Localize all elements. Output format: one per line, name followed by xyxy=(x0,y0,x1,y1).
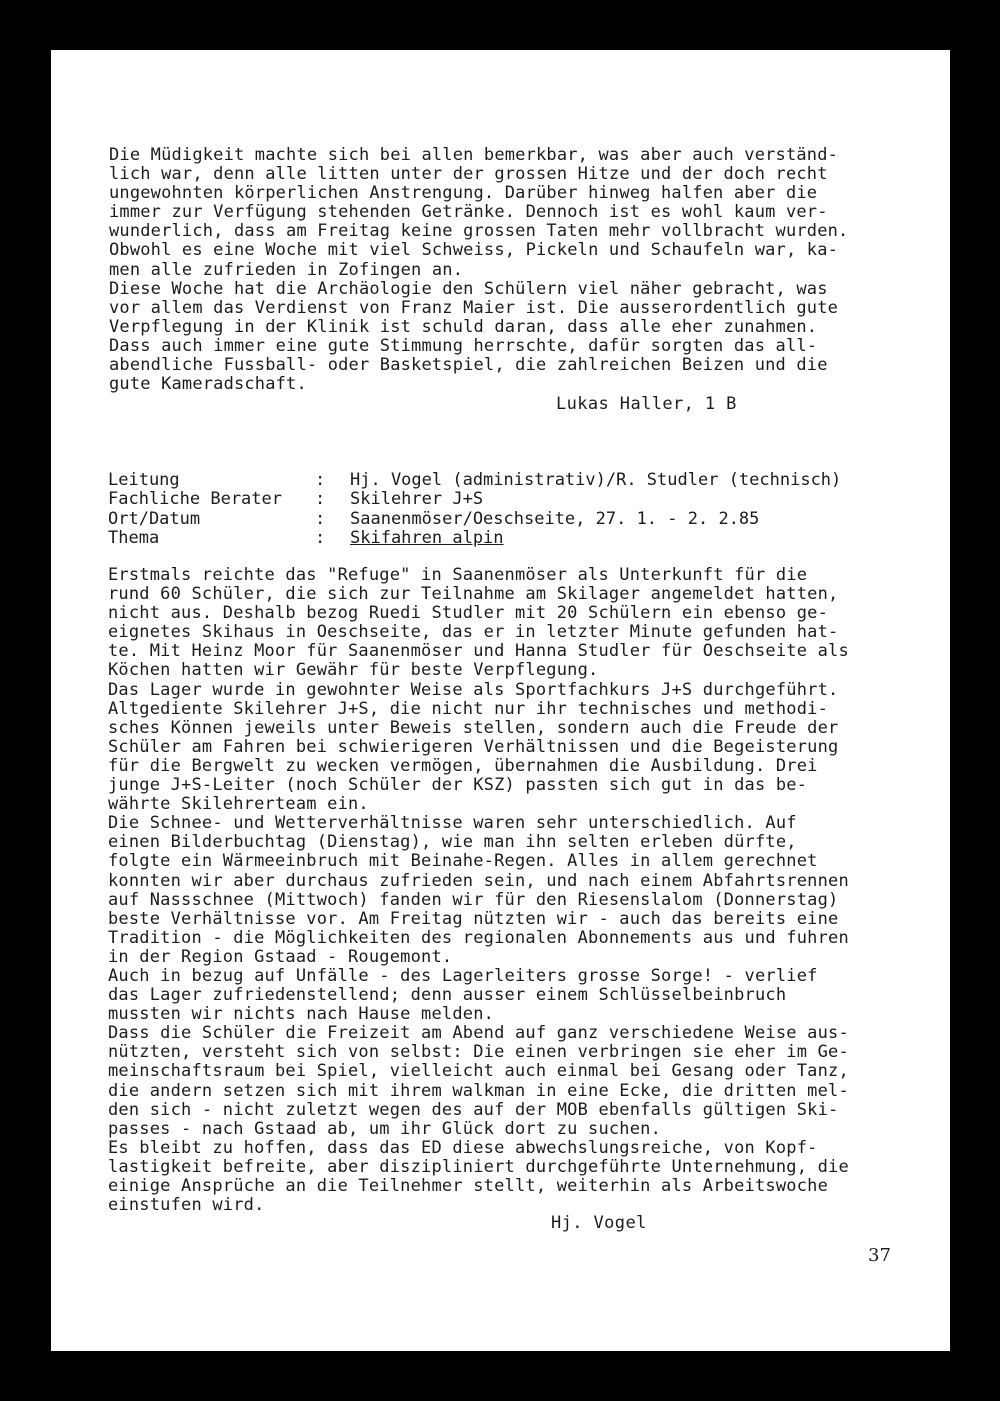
text-line: Obwohl es eine Woche mit viel Schweiss, Pickeln und Schaufeln war, ka- xyxy=(109,240,839,261)
text-line: Altgediente Skilehrer J+S, die nicht nur ihr technisches und methodi- xyxy=(108,698,829,719)
text-line: konnten wir aber durchaus zufrieden sein, und nach einem Abfahrtsrennen xyxy=(108,870,849,891)
text-line: Das Lager wurde in gewohnter Weise als Sportfachkurs J+S durchgeführt. xyxy=(108,679,839,700)
text-line: währte Skilehrerteam ein. xyxy=(108,794,369,815)
signature-hj-vogel: Hj. Vogel xyxy=(551,1213,647,1233)
info-value: Hj. Vogel (administrativ)/R. Studler (technisch) xyxy=(350,470,842,490)
info-value: Saanenmöser/Oeschseite, 27. 1. - 2. 2.85 xyxy=(350,508,760,529)
camp-info-table xyxy=(108,471,841,548)
text-line: lich war, denn alle litten unter der grossen Hitze und der doch recht xyxy=(109,164,828,185)
text-line: das Lager zufriedenstellend; denn ausser einem Schlüsselbeinbruch xyxy=(108,985,787,1006)
report-ski-camp-text xyxy=(108,566,849,1215)
text-line: Köchen hatten wir Gewähr für beste Verpflegung. xyxy=(108,660,599,681)
text-line: vor allem das Verdienst von Franz Maier ist. Die ausserordentlich gute xyxy=(109,297,839,318)
signature-lukas-haller: Lukas Haller, 1 B xyxy=(556,394,737,414)
info-value: Skilehrer J+S xyxy=(350,489,484,510)
page-number: 37 xyxy=(868,1245,891,1266)
info-row-ort-datum: Ort/Datum : Saanenmöser/Oeschseite, 27. 1. - 2. 2.85 xyxy=(108,508,760,529)
text-line: mussten wir nichts nach Hause melden. xyxy=(108,1004,495,1025)
text-line: die andern setzen sich mit ihrem walkman in eine Ecke, die dritten mel- xyxy=(108,1080,849,1101)
text-line: Dass auch immer eine gute Stimmung herrschte, dafür sorgten das all- xyxy=(109,335,818,356)
info-value-topic: Skifahren alpin xyxy=(350,527,504,548)
text-line: ungewohnten körperlichen Anstrengung. Darüber hinweg halfen aber die xyxy=(109,183,818,204)
info-row-berater: Fachliche Berater : Skilehrer J+S xyxy=(108,489,484,510)
text-line: Tradition - die Möglichkeiten des regionalen Abonnements aus und fuhren xyxy=(108,927,849,948)
text-line: passes - nach Gstaad ab, um ihr Glück dort zu suchen. xyxy=(108,1118,662,1139)
text-line: junge J+S-Leiter (noch Schüler der KSZ) passten sich gut in das be- xyxy=(108,775,808,796)
text-line: Es bleibt zu hoffen, dass das ED diese abwechslungsreiche, von Kopf- xyxy=(108,1137,818,1158)
text-line: rund 60 Schüler, die sich zur Teilnahme am Skilager angemeldet hatten, xyxy=(108,584,839,605)
text-line: immer zur Verfügung stehenden Getränke. Dennoch ist es wohl kaum ver- xyxy=(109,202,828,223)
text-line: lastigkeit befreite, aber diszipliniert durchgeführte Unternehmung, die xyxy=(108,1156,849,1177)
text-line: den sich - nicht zuletzt wegen des auf der MOB ebenfalls gültigen Ski- xyxy=(108,1099,839,1120)
text-line: einige Ansprüche an die Teilnehmer stellt, weiterhin als Arbeitswoche xyxy=(108,1176,829,1196)
text-line: auf Nassschnee (Mittwoch) fanden wir für den Riesenslalom (Donnerstag) xyxy=(108,889,839,910)
info-row-leitung: Leitung : Hj. Vogel (administrativ)/R. Studler (technisch) xyxy=(108,470,842,490)
text-line: sches Können jeweils unter Beweis stellen, sondern auch die Freude der xyxy=(108,717,839,738)
info-key: Ort/Datum xyxy=(108,508,201,529)
text-line: Auch in bezug auf Unfälle - des Lagerleiters grosse Sorge! - verlief xyxy=(108,965,818,986)
document-page xyxy=(51,50,950,1351)
text-line: eignetes Skihaus in Oeschseite, das er in letzter Minute gefunden hat- xyxy=(108,622,839,643)
text-line: Verpflegung in der Klinik ist schuld daran, dass alle eher zunahmen. xyxy=(109,316,818,337)
info-key: Leitung xyxy=(108,470,180,490)
text-line: Die Schnee- und Wetterverhältnisse waren sehr unterschiedlich. Auf xyxy=(108,813,797,834)
text-line: wunderlich, dass am Freitag keine grossen Taten mehr vollbracht wurden. xyxy=(109,221,849,242)
text-line: beste Verhältnisse vor. Am Freitag nützten wir - auch das bereits eine xyxy=(108,908,839,929)
text-line: in der Region Gstaad - Rougemont. xyxy=(108,946,453,967)
text-line: für die Bergwelt zu wecken vermögen, übernahmen die Ausbildung. Drei xyxy=(108,755,818,776)
text-line: Die Müdigkeit machte sich bei allen bemerkbar, was aber auch verständ- xyxy=(109,145,839,165)
info-row-thema: Thema : Skifahren alpin xyxy=(108,527,504,548)
text-line: meinschaftsraum bei Spiel, vielleicht auch einmal bei Gesang oder Tanz, xyxy=(108,1061,849,1082)
text-line: nützten, versteht sich von selbst: Die einen verbringen sie eher im Ge- xyxy=(108,1042,849,1063)
text-line: Diese Woche hat die Archäologie den Schülern viel näher gebracht, was xyxy=(109,278,828,299)
info-key: Fachliche Berater xyxy=(108,489,282,510)
text-line: folgte ein Wärmeeinbruch mit Beinahe-Regen. Alles in allem gerechnet xyxy=(108,851,818,872)
text-line: men alle zufrieden in Zofingen an. xyxy=(109,259,464,280)
text-line: abendliche Fussball- oder Basketspiel, die zahlreichen Beizen und die xyxy=(109,355,828,376)
text-line: te. Mit Heinz Moor für Saanenmöser und Hanna Studler für Oeschseite als xyxy=(108,641,849,662)
text-line: gute Kameradschaft. xyxy=(109,374,307,395)
text-line: Schüler am Fahren bei schwierigeren Verhältnissen und die Begeisterung xyxy=(108,736,839,757)
text-line: einen Bilderbuchtag (Dienstag), wie man ihn selten erleben dürfte, xyxy=(108,832,797,853)
report-archaeology-text xyxy=(109,146,848,394)
text-line: nicht aus. Deshalb bezog Ruedi Studler mit 20 Schülern ein ebenso ge- xyxy=(108,603,829,624)
text-line: einstufen wird. xyxy=(108,1195,265,1216)
text-line: Dass die Schüler die Freizeit am Abend auf ganz verschiedene Weise aus- xyxy=(108,1023,849,1044)
text-line: Erstmals reichte das "Refuge" in Saanenmöser als Unterkunft für die xyxy=(108,565,808,585)
info-key: Thema xyxy=(108,527,160,548)
